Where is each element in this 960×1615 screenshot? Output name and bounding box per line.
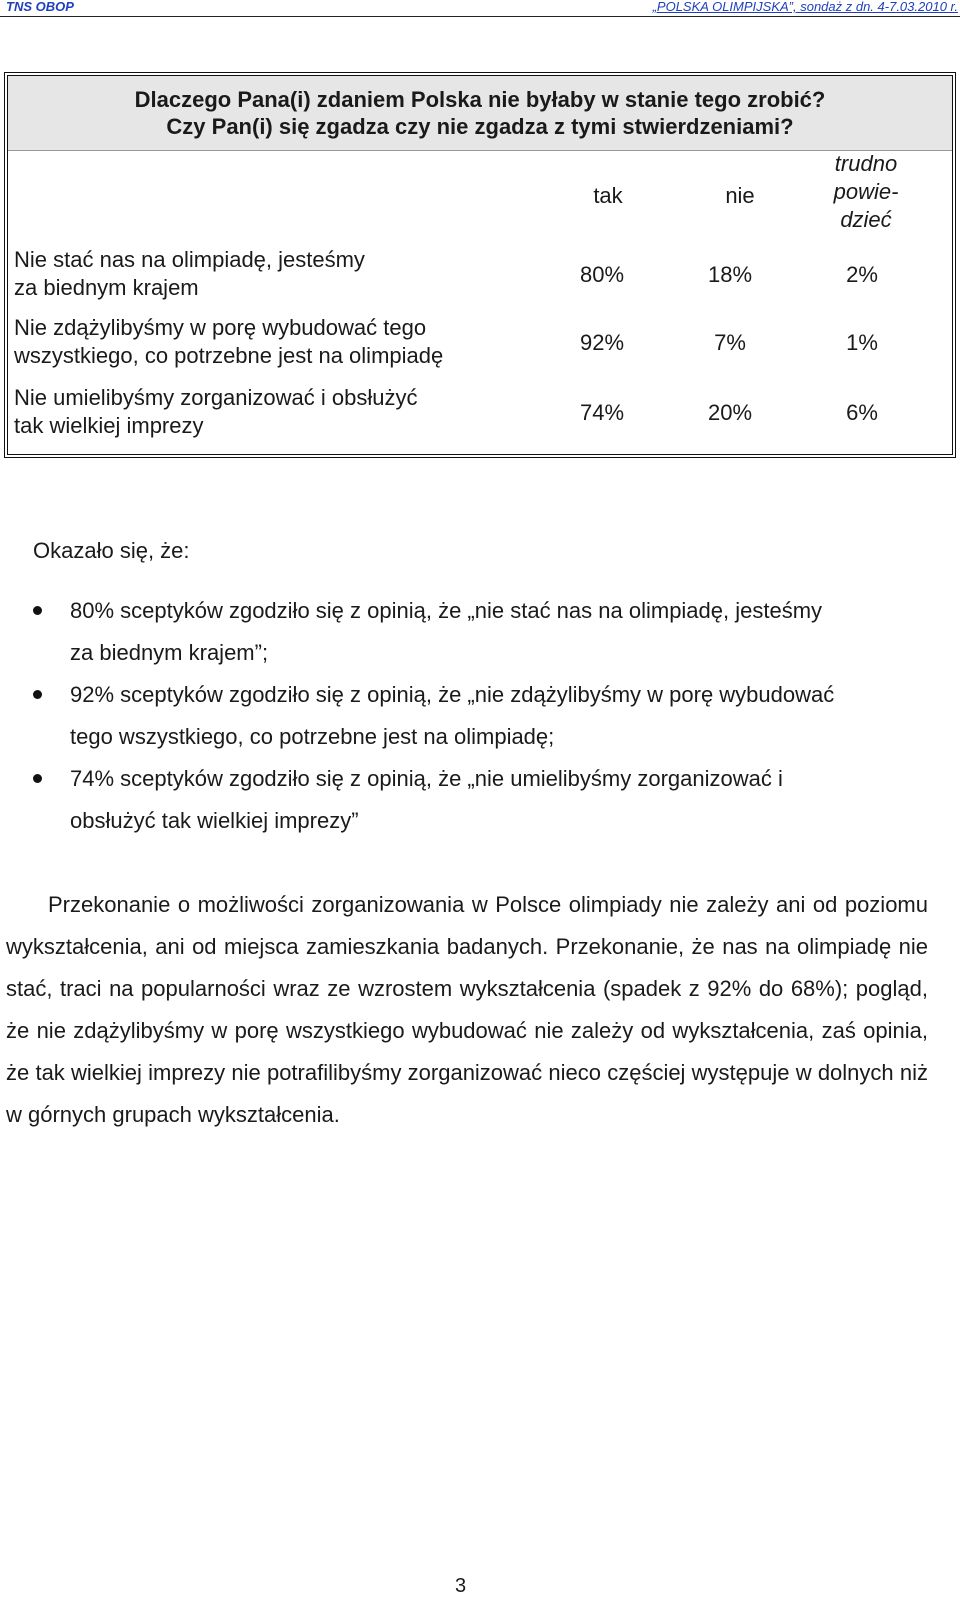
- row-label-line: Nie stać nas na olimpiadę, jesteśmy: [14, 247, 365, 272]
- bullet-icon: [33, 606, 42, 615]
- header-survey-title: „POLSKA OLIMPIJSKA”, sondaż z dn. 4-7.03.2010 r.: [652, 0, 958, 14]
- list-item: [33, 590, 933, 674]
- list-item: [33, 674, 933, 758]
- table-cell-nie: 18%: [707, 262, 753, 287]
- bullet-line: obsłużyć tak wielkiej imprezy”: [70, 808, 359, 833]
- column-header-trudno-line-1: trudno: [834, 151, 898, 176]
- table-row-label: [14, 314, 534, 370]
- bullet-line: 80% sceptyków zgodziło się z opinią, że „nie stać nas na olimpiadę, jesteśmy: [70, 598, 823, 623]
- bullet-line: 74% sceptyków zgodziło się z opinią, że „nie umielibyśmy zorganizować i: [70, 766, 783, 791]
- question-line-1: Dlaczego Pana(i) zdaniem Polska nie byłaby w stanie tego zrobić?: [134, 87, 826, 112]
- row-label-line: za biednym krajem: [14, 275, 199, 300]
- row-label-line: tak wielkiej imprezy: [14, 413, 204, 438]
- question-band: [8, 76, 952, 151]
- table-cell-tak: 80%: [579, 262, 625, 287]
- row-label-line: Nie zdążylibyśmy w porę wybudować tego: [14, 315, 427, 340]
- table-row-label: [14, 384, 534, 440]
- table-cell-nie: 7%: [714, 330, 746, 355]
- bullet-line: za biednym krajem”;: [70, 640, 269, 665]
- header-org: TNS OBOP: [6, 0, 74, 14]
- bullet-icon: [33, 774, 42, 783]
- column-header-trudno: [816, 150, 916, 234]
- intro-text: Okazało się, że:: [33, 538, 190, 563]
- table-cell-trudno: 1%: [846, 330, 878, 355]
- bullet-icon: [33, 690, 42, 699]
- bullet-list: [33, 590, 933, 842]
- table-cell-nie: 20%: [707, 400, 753, 425]
- row-label-line: Nie umielibyśmy zorganizować i obsłużyć: [14, 385, 418, 410]
- question-text: [8, 86, 952, 140]
- column-header-nie: nie: [725, 183, 755, 208]
- question-line-2: Czy Pan(i) się zgadza czy nie zgadza z tymi stwierdzeniami?: [166, 114, 794, 139]
- summary-paragraph: Przekonanie o możliwości zorganizowania w Polsce olimpiady nie zależy ani od poziomu wykształcenia, ani od miejsca zamieszkania badanych. Przekonanie, że nas na olimpiadę nie stać, traci na popularności wraz ze wzrostem wykształcenia (spadek z 92% do 68%); pogląd, że nie zdążylibyśmy w porę wszystkiego wybudować nie zależy od wykształcenia, zaś opinia, że tak wielkiej imprezy nie potrafilibyśmy zorganizować nieco częściej występuje w dolnych niż w górnych grupach wykształcenia.: [6, 892, 928, 1127]
- column-header-trudno-line-3: dzieć: [840, 207, 892, 232]
- bullet-line: tego wszystkiego, co potrzebne jest na olimpiadę;: [70, 724, 555, 749]
- page-number: 3: [455, 1575, 467, 1597]
- table-cell-trudno: 6%: [846, 400, 878, 425]
- column-header-trudno-line-2: powie-: [833, 179, 899, 204]
- table-row-label: [14, 246, 534, 302]
- list-item: [33, 758, 933, 842]
- table-cell-tak: 74%: [579, 400, 625, 425]
- row-label-line: wszystkiego, co potrzebne jest na olimpiadę: [14, 343, 444, 368]
- column-header-tak: tak: [593, 183, 623, 208]
- bullet-line: 92% sceptyków zgodziło się z opinią, że „nie zdążylibyśmy w porę wybudować: [70, 682, 835, 707]
- table-cell-tak: 92%: [579, 330, 625, 355]
- page-header: [0, 0, 960, 17]
- table-cell-trudno: 2%: [846, 262, 878, 287]
